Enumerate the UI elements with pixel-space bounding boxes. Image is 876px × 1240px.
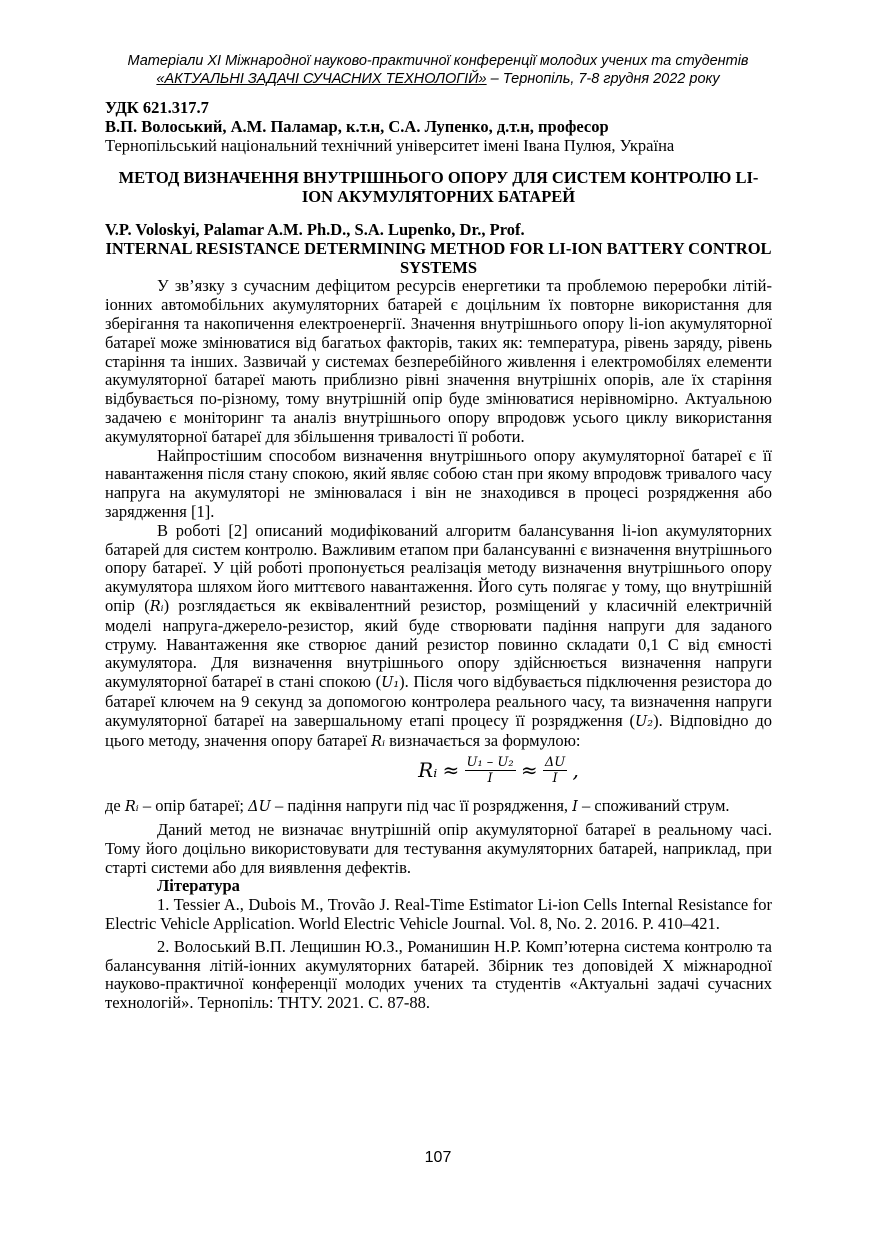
- symbol-ri: Rᵢ: [149, 598, 164, 615]
- symbol-delta-u: ΔU: [248, 799, 271, 816]
- symbol-u1: U₁: [381, 675, 400, 692]
- paragraph-1: У зв’язку з сучасним дефіцитом ресурсів енергетики та проблемою переробки літій-іонних автомобільних акумуляторних батарей є доцільним їх повторне використання для зберігання та накопичення електроенергії. Значення внутрішнього опору li-ion акумуляторної батареї може змінюватися від багатьох факторів, таких як: температура, рівень заряду, рівень старіння та інших. Зазвичай у системах безперебійного живлення і електромобілях елементи акумуляторної батареї мають приблизно рівні значення внутрішніх опорів, але їх старіння відбувається по-різному, тому внутрішній опір буде змінюватися нерівномірно. Актуальною задачею є моніторинг та аналіз внутрішнього опору впродовж усього циклу використання акумуляторної батареї для збільшення тривалості її роботи.: [105, 276, 772, 446]
- paragraph-3: В роботі [2] описаний модифікований алгоритм балансування li-ion акумуляторних батарей для систем контролю. Важливим етапом при балансуванні є визначення внутрішнього опору батареї. У цій роботі пропонується реалізація методу визначення внутрішнього опору акумулятора шляхом його миттєвого навантаження. Його суть полягає у тому, що внутрішній опір (Rᵢ) розглядається як еквівалентний резистор, розміщений у класичній електричній моделі напруга-джерело-резистор, який буде створювати падіння напруги для заданого струму. Навантаження яке створює даний резистор повинно складати 0,1 С від ємності акумулятора. Для визначення внутрішнього опору здійснюється визначення напруги акумуляторної батареї в стані спокою (U₁). Після чого відбувається підключення резистора до батареї ключем на 9 секунд за допомогою контролера реального часу, та визначення напруги акумуляторної батареї на завершальному етапі процесу її розрядження (U₂). Відповідно до цього методу, значення опору батареї Rᵢ визначається за формулою:: [105, 520, 772, 750]
- symbol-ri: Rᵢ: [371, 733, 386, 750]
- paragraph-definitions: де Rᵢ – опір батареї; ΔU – падіння напруги під час її розрядження, I – споживаний струм.: [105, 796, 730, 816]
- header-line-1: Матеріали XI Міжнародної науково-практичної конференції молодих учених та студентів: [127, 53, 749, 69]
- resistance-formula: [105, 755, 772, 795]
- formula-approx-2: ≈: [520, 758, 538, 783]
- header-conference-name: «АКТУАЛЬНІ ЗАДАЧІ СУЧАСНИХ ТЕХНОЛОГІЙ»: [156, 71, 487, 87]
- fraction-voltage-difference: $\frac{\text{U₁ – U₂}}{I}$: [466, 755, 514, 787]
- paragraph-2: Найпростішим способом визначення внутрішнього опору акумуляторної батареї є її навантаження після стану спокою, який являє собою стан при якому впродовж тривалого часу напруга на акумуляторі не змінювалася і він не знаходився в процесі розрядження або зарядження [1].: [105, 445, 772, 521]
- authors-en: V.P. Voloskyi, Palamar A.M. Ph.D., S.A. Lupenko, Dr., Prof.: [105, 219, 525, 239]
- header-place-date: – Тернопіль, 7-8 грудня 2022 року: [486, 71, 720, 87]
- authors-ua: В.П. Волоський, А.М. Паламар, к.т.н, С.А. Лупенко, д.т.н, професор: [105, 116, 609, 136]
- symbol-ri: Rᵢ: [124, 799, 139, 816]
- symbol-u2: U₂: [635, 713, 654, 730]
- literature-heading: Література: [157, 876, 240, 896]
- page-number: 107: [424, 1149, 452, 1166]
- udk-code: УДК 621.317.7: [105, 98, 209, 117]
- title-ua: МЕТОД ВИЗНАЧЕННЯ ВНУТРІШНЬОГО ОПОРУ ДЛЯ СИСТЕМ КОНТРОЛЮ LI-ION АКУМУЛЯТОРНИХ БАТАРЕЙ: [118, 168, 759, 207]
- paragraph-conclusion: Даний метод не визначає внутрішній опір акумуляторної батареї в реальному часі. Тому його доцільно використовувати для тестування акумуляторних батарей, наприклад, при старті системи або для виявлення дефектів.: [105, 820, 772, 877]
- formula-comma: ,: [572, 758, 579, 783]
- running-header: [90, 52, 786, 88]
- fraction-delta-u: $\frac{\Delta U}{I}$: [544, 755, 566, 787]
- title-en: INTERNAL RESISTANCE DETERMINING METHOD FOR LI-ION BATTERY CONTROL SYSTEMS: [105, 238, 772, 277]
- reference-2: 2. Волоський В.П. Лещишин Ю.З., Романишин Н.Р. Комп’ютерна система контролю та балансування літій-іонних акумуляторних батарей. Збірник тез доповідей X міжнародної науково-практичної конференції молодих учених та студентів «Актуальні задачі сучасних технологій». Тернопіль: ТНТУ. 2021. С. 87-88.: [105, 936, 772, 1013]
- reference-1: 1. Tessier A., Dubois M., Trovão J. Real-Time Estimator Li-ion Cells Internal Resistance for Electric Vehicle Application. World Electric Vehicle Journal. Vol. 8, No. 2. 2016. P. 410–421.: [105, 895, 772, 934]
- article-body: [105, 99, 772, 1013]
- header-line-2: [90, 70, 786, 88]
- formula-approx-1: ≈: [442, 758, 460, 783]
- formula-ri: Rᵢ: [418, 758, 438, 783]
- affiliation: Тернопільський національний технічний університет імені Івана Пулюя, Україна: [105, 135, 675, 155]
- symbol-i: I: [572, 799, 578, 816]
